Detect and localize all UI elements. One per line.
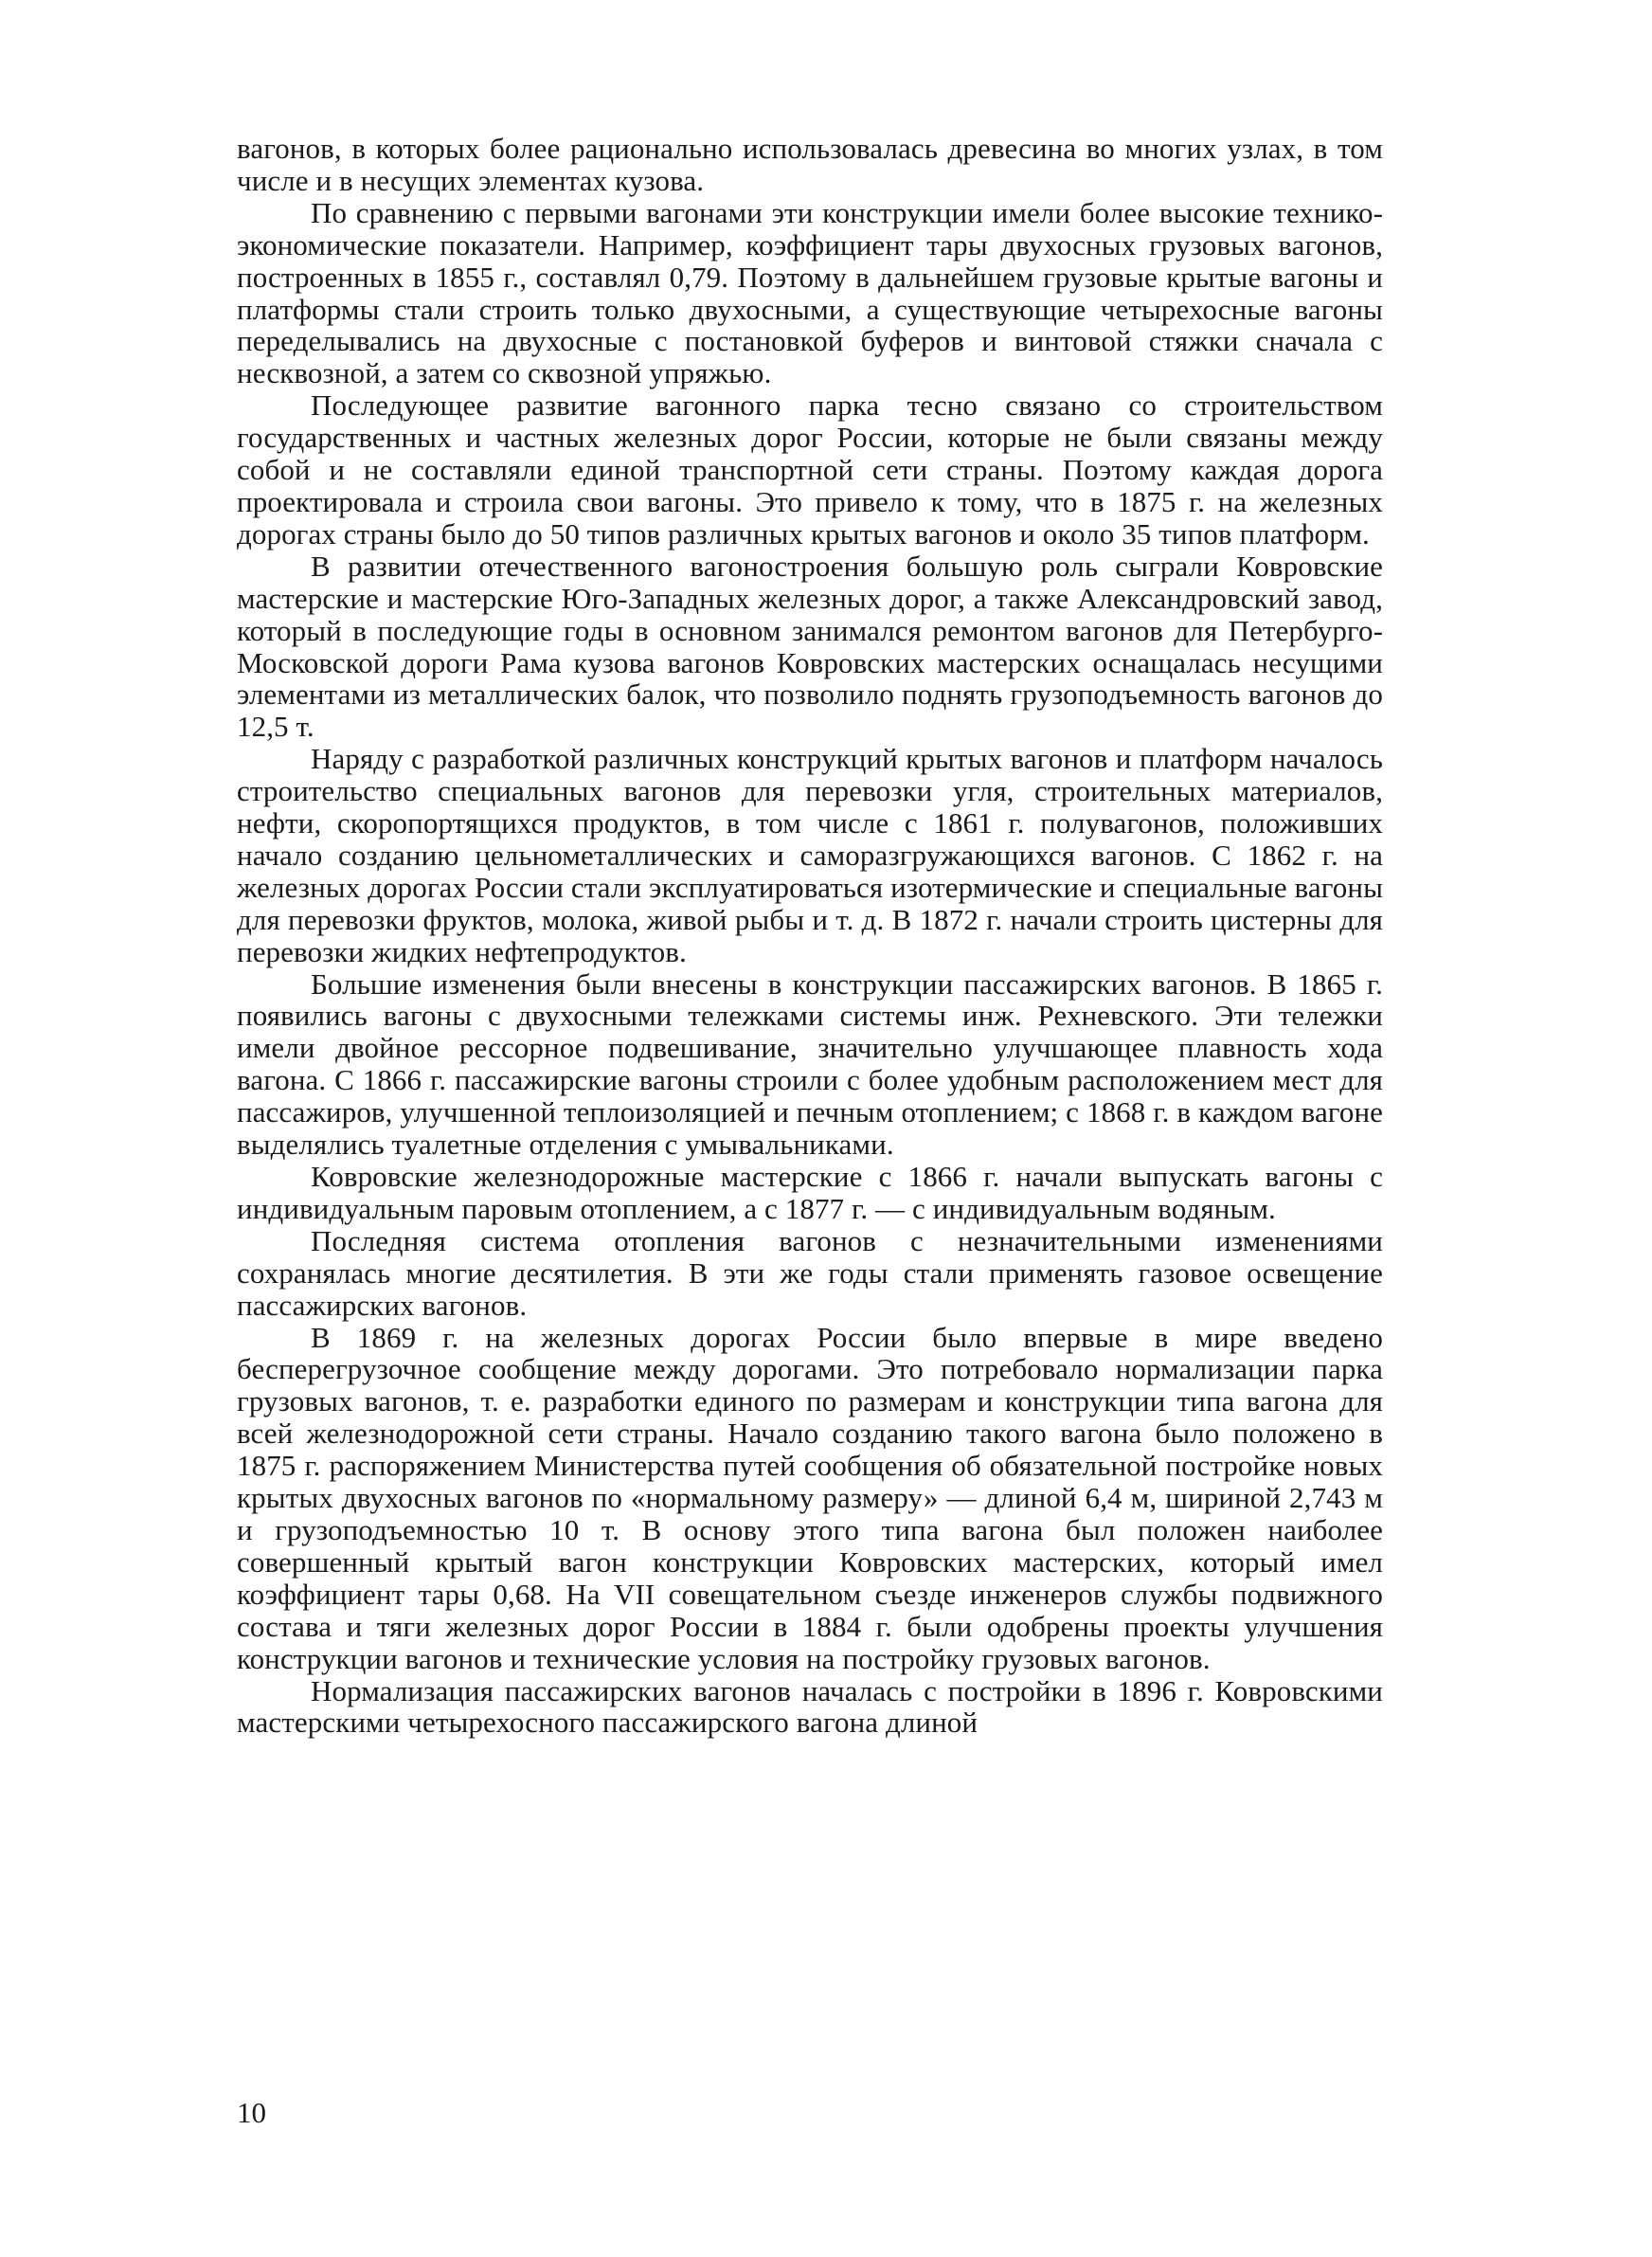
paragraph: Нормализация пассажирских вагонов началась с постройки в 1896 г. Ковровскими мастерскими четырехосного пассажирского вагона длиной bbox=[237, 1673, 1383, 1740]
paragraph: Последняя система отопления вагонов с незначительными изменениями сохранялась многие десятилетия. В эти же годы стали применять газовое освещение пассажирских вагонов. bbox=[237, 1223, 1383, 1322]
paragraph: По сравнению с первыми вагонами эти конструкции имели более высокие технико-экономические показатели. Например, коэффициент тары двухосных грузовых вагонов, построенных в 1855 г., составлял 0,79. Поэтому в дальнейшем грузовые крытые вагоны и платформы стали строить только двухосными, а существующие четырехосные вагоны переделывались на двухосные с постановкой буферов и винтовой стяжки сначала с несквозной, а затем со сквозной упряжью. bbox=[237, 195, 1383, 390]
paragraph-continuation: вагонов, в которых более рационально использовалась древесина во многих узлах, в том числе и в несущих элементах кузова. bbox=[237, 132, 1383, 197]
paragraph: В 1869 г. на железных дорогах России было впервые в мире введено бесперегрузочное сообщение между дорогами. Это потребовало нормализации парка грузовых вагонов, т. е. разработки единого по размерам и конструкции типа вагона для всей железнодорожной сети страны. Начало созданию такого вагона было положено в 1875 г. распоряжением Министерства путей сообщения об обязательной постройке новых крытых двухосных вагонов по «нормальному размеру» — длиной 6,4 м, шириной 2,743 м и грузоподъемностью 10 т. В основу этого типа вагона был положен наиболее совершенный крытый вагон конструкции Ковровских мастерских, который имел коэффициент тары 0,68. На VII совещательном съезде инженеров службы подвижного состава и тяги железных дорог России в 1884 г. были одобрены проекты улучшения конструкции вагонов и технические условия на постройку грузовых вагонов. bbox=[237, 1320, 1383, 1675]
body-text bbox=[237, 133, 1383, 1739]
paragraph: Последующее развитие вагонного парка тесно связано со строительством государственных и частных железных дорог России, которые не были связаны между собой и не составляли единой транспортной сети страны. Поэтому каждая дорога проектировала и строила свои вагоны. Это привело к тому, что в 1875 г. на железных дорогах страны было до 50 типов различных крытых вагонов и около 35 типов платформ. bbox=[237, 388, 1383, 551]
paragraph: Наряду с разработкой различных конструкций крытых вагонов и платформ началось строительство специальных вагонов для перевозки угля, строительных материалов, нефти, скоропортящихся продуктов, в том числе с 1861 г. полувагонов, положивших начало созданию цельнометаллических и саморазгружающихся вагонов. С 1862 г. на железных дорогах России стали эксплуатироваться изотермические и специальные вагоны для перевозки фруктов, молока, живой рыбы и т. д. В 1872 г. начали строить цистерны для перевозки жидких нефтепродуктов. bbox=[237, 742, 1383, 968]
paragraph: Большие изменения были внесены в конструкции пассажирских вагонов. В 1865 г. появились вагоны с двухосными тележками системы инж. Рехневского. Эти тележки имели двойное рессорное подвешивание, значительно улучшающее плавность хода вагона. С 1866 г. пассажирские вагоны строили с более удобным расположением мест для пассажиров, улучшенной теплоизоляцией и печным отоплением; с 1868 г. в каждом вагоне выделялись туалетные отделения с умывальниками. bbox=[237, 966, 1383, 1162]
page-number: 10 bbox=[237, 2096, 266, 2129]
paragraph: В развитии отечественного вагоностроения большую роль сыграли Ковровские мастерские и мастерские Юго-Западных железных дорог, а также Александровский завод, который в последующие годы в основном занимался ремонтом вагонов для Петербурго-Московской дороги Рама кузова вагонов Ковровских мастерских оснащалась несущими элементами из металлических балок, что позволило поднять грузоподъемность вагонов до 12,5 т. bbox=[237, 549, 1383, 744]
paragraph: Ковровские железнодорожные мастерские с 1866 г. начали выпускать вагоны с индивидуальным паровым отоплением, а с 1877 г. — с индивидуальным водяным. bbox=[237, 1160, 1383, 1225]
